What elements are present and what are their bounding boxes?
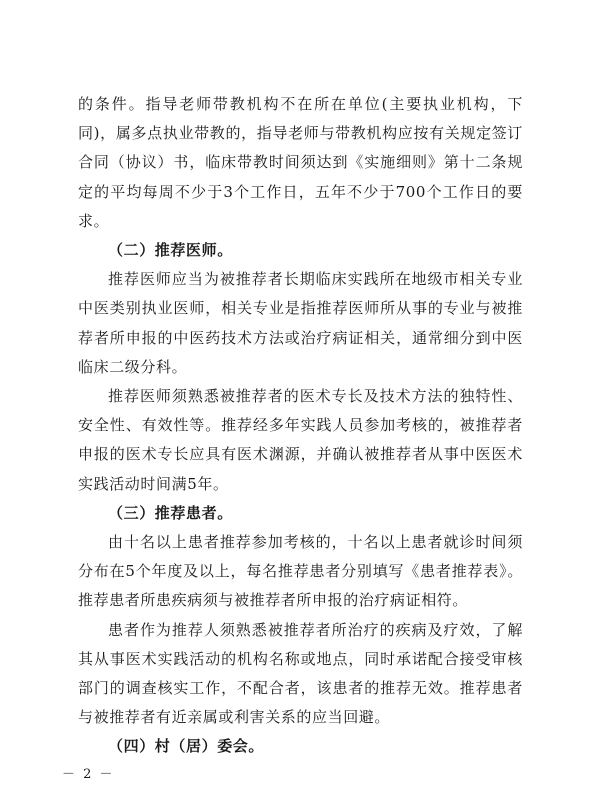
- document-body: [78, 90, 523, 762]
- paragraph-physician-qualification: 推荐医师应当为被推荐者长期临床实践所在地级市相关专业中医类别执业医师，相关专业是指推荐医师所从事的专业与被推荐者所申报的中医药技术方法或治疗病证相关，通常细分到中医临床二级分科。: [78, 270, 523, 376]
- section-heading-recommending-patients: （三）推荐患者。: [108, 503, 233, 522]
- paragraph-patient-obligations: 患者作为推荐人须熟悉被推荐者所治疗的疾病及疗效，了解其从事医术实践活动的机构名称或地点，同时承诺配合接受审核部门的调查核实工作，不配合者，该患者的推荐无效。推荐患者与被推荐者有近亲属或利害关系的应当回避。: [78, 620, 523, 727]
- section-heading-village-committee: （四）村（居）委会。: [108, 737, 265, 756]
- paragraph-patient-requirements: 由十名以上患者推荐参加考核的，十名以上患者就诊时间须分布在5个年度及以上，每名推荐患者分别填写《患者推荐表》。推荐患者所患疾病须与被推荐者所申报的治疗病证相符。: [78, 533, 523, 610]
- page-number: － 2 －: [62, 767, 115, 782]
- paragraph-mentor-conditions: 的条件。指导老师带教机构不在所在单位(主要执业机构，下同)，属多点执业带教的，指导老师与带教机构应按有关规定签订合同（协议）书，临床带教时间须达到《实施细则》第十二条规定的平均每周不少于3个工作日，五年不少于700个工作日的要求。: [78, 95, 523, 230]
- section-heading-recommending-physician: （二）推荐医师。: [108, 241, 233, 260]
- paragraph-physician-familiarity: 推荐医师须熟悉被推荐者的医术专长及技术方法的独特性、安全性、有效性等。推荐经多年实践人员参加考核的，被推荐者申报的医术专长应具有医术渊源，并确认被推荐者从事中医医术实践活动时间满5年。: [78, 387, 523, 493]
